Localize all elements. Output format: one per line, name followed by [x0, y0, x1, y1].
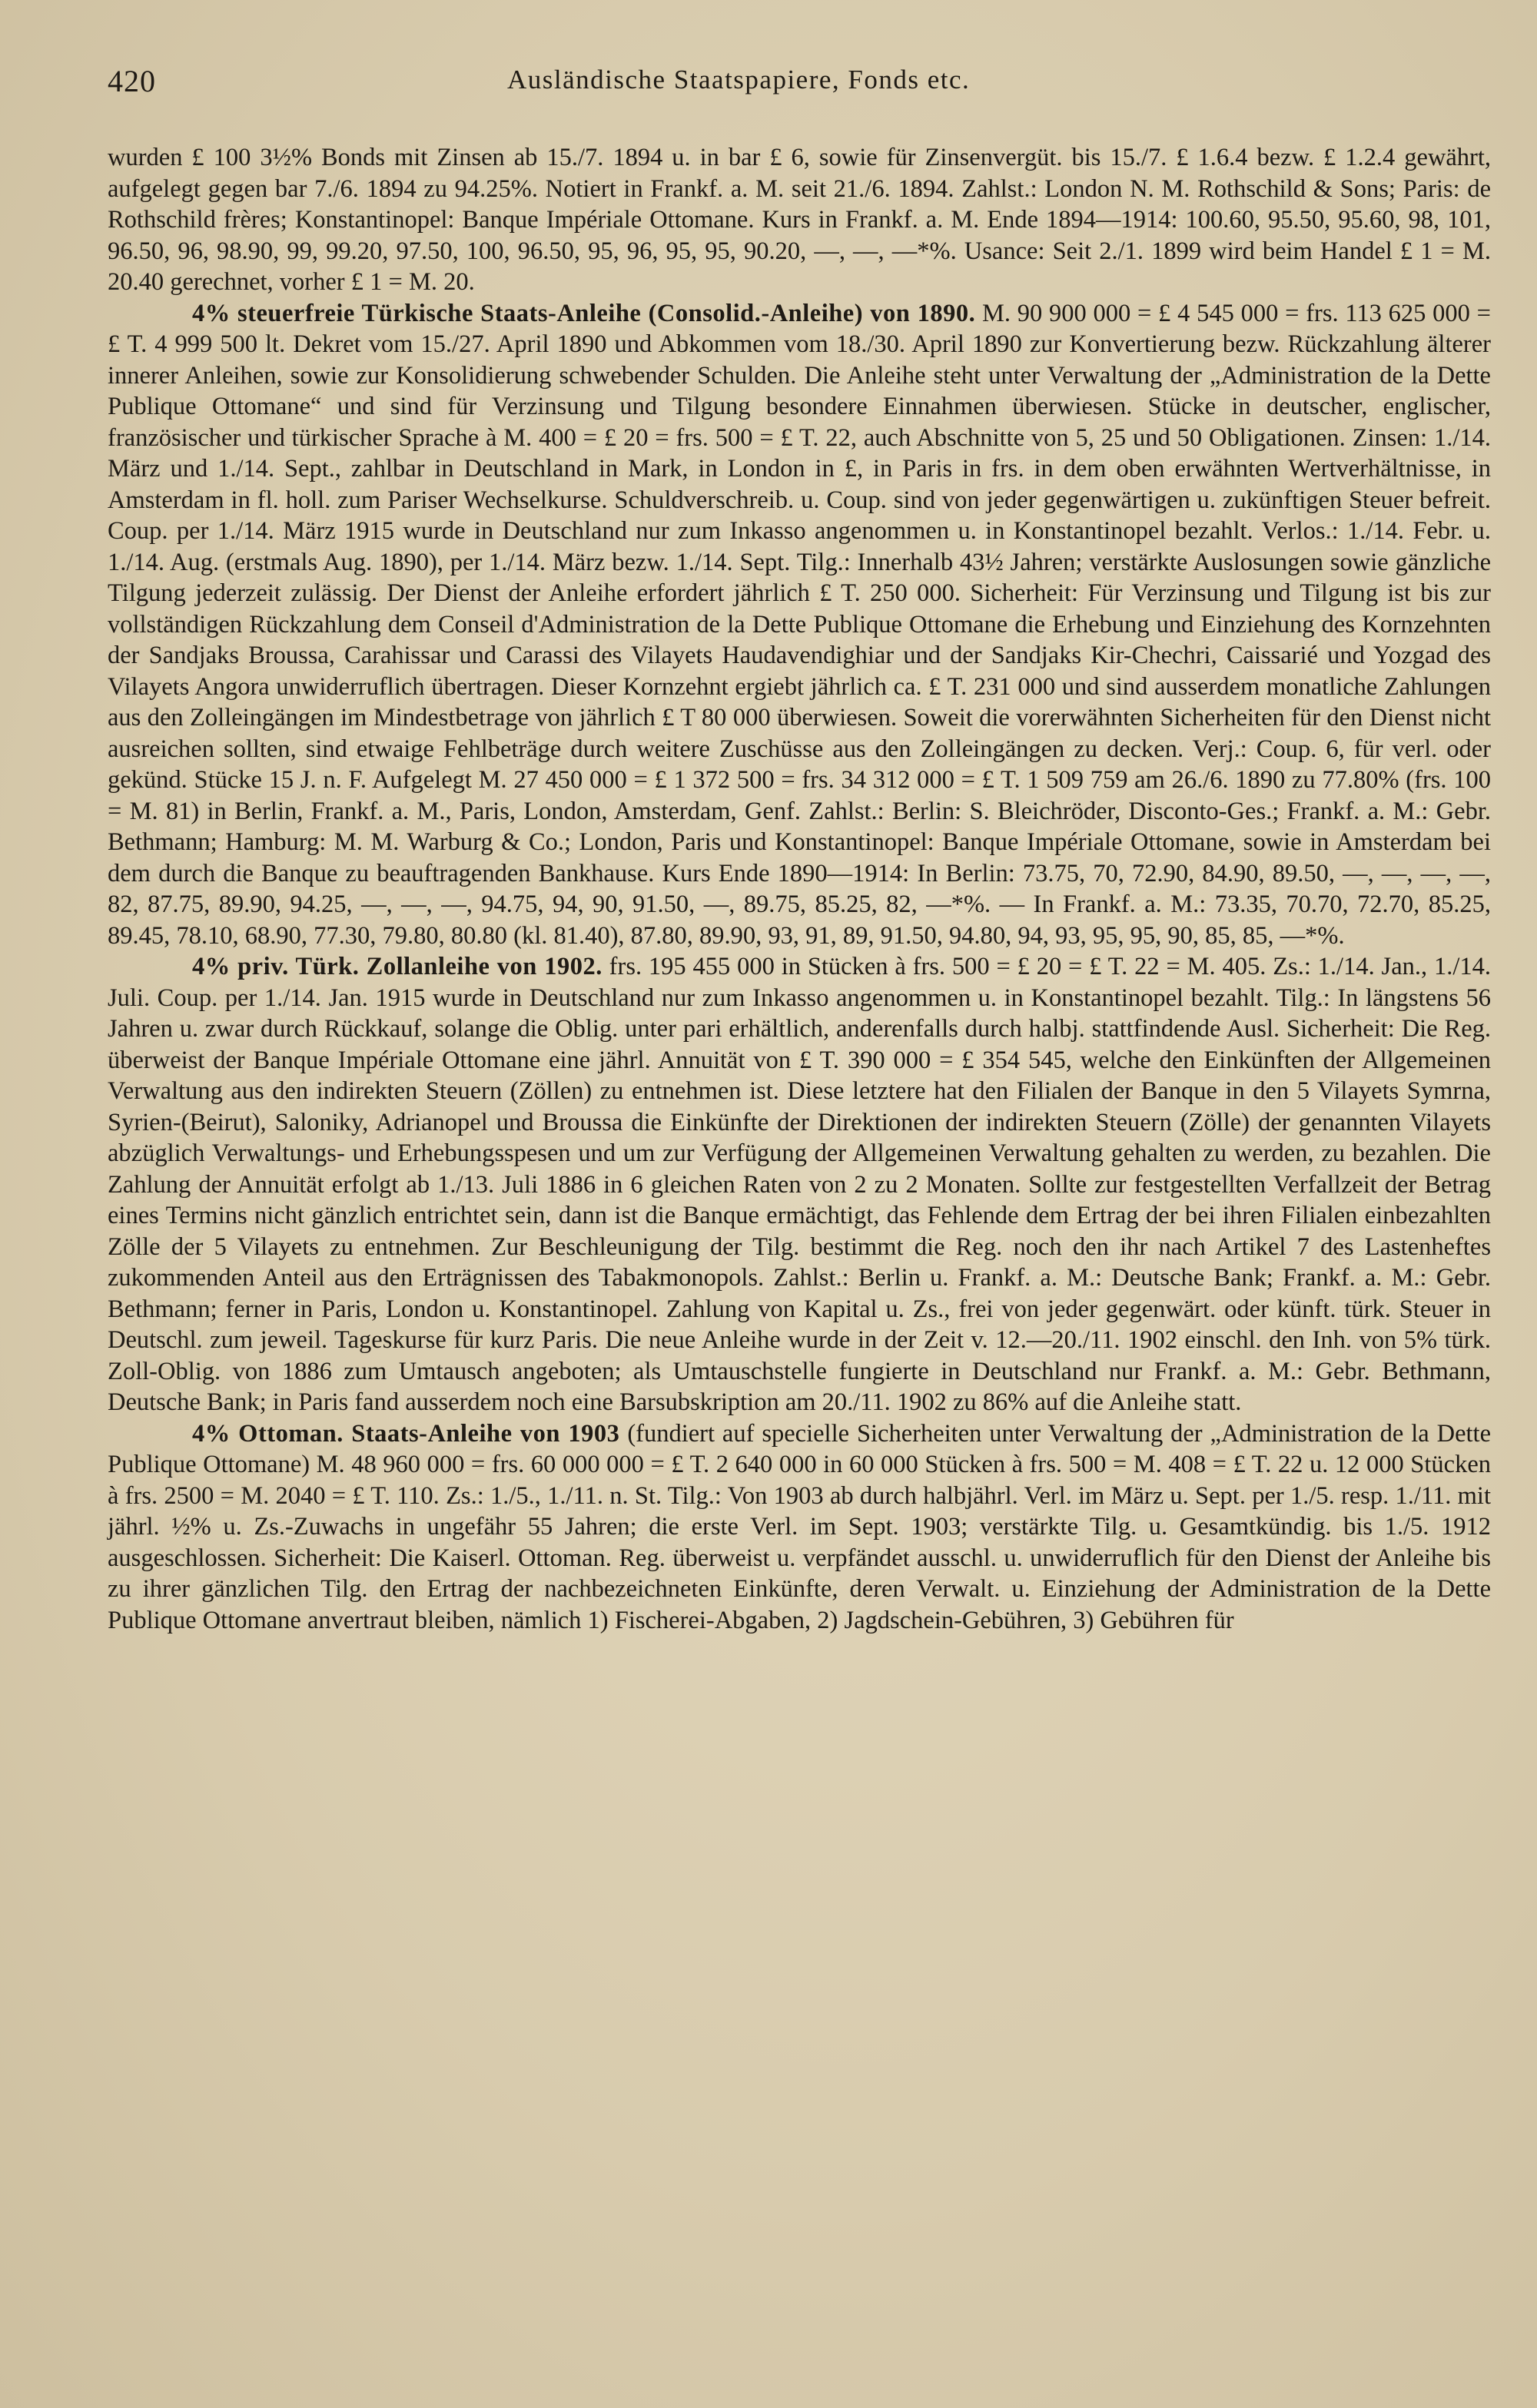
body-text — [108, 142, 1491, 1636]
paragraph-loan-1903 — [108, 1418, 1491, 1637]
paragraph-text: (fundiert auf specielle Sicherheiten unter Verwaltung der „Administration de la Dette Publique Ottomane) M. 48 960 000 = frs. 60 000 000 = £ T. 2 640 000 in 60 000 Stücken à frs. 500 = M. 408 = £ T. 22 u. 12 000 Stücken à frs. 2500 = M. 2040 = £ T. 110. Zs.: 1./5., 1./11. n. St. Tilg.: Von 1903 ab durch halbjährl. Verl. im März u. Sept. per 1./5. resp. 1./11. mit jährl. ½% u. Zs.-Zuwachs in ungefähr 55 Jahren; die erste Verl. im Sept. 1903; verstärkte Tilg. u. Gesamtkündig. bis 1./5. 1912 ausgeschlossen. Sicherheit: Die Kaiserl. Ottoman. Reg. überweist u. verpfändet ausschl. u. unwiderruflich für den Dienst der Anleihe bis zu ihrer gänzlichen Tilg. den Ertrag der nachbezeichneten Einkünfte, deren Verwalt. u. Einziehung der Administration de la Dette Publique Ottomane anvertraut bleiben, nämlich 1) Fischerei-Abgaben, 2) Jagdschein-Gebühren, 3) Gebühren für — [108, 1419, 1492, 1634]
paragraph-heading: 4% steuerfreie Türkische Staats-Anleihe (Consolid.-Anleihe) von 1890. — [192, 299, 976, 327]
paragraph-text: frs. 195 455 000 in Stücken à frs. 500 = £ 20 = £ T. 22 = M. 405. Zs.: 1./14. Jan., 1./14. Juli. Coup. per 1./14. Jan. 1915 wurde in Deutschland nur zum Inkasso angenommen u. in Konstantinopel bezahlt. Tilg.: In längstens 56 Jahren u. zwar durch Rückkauf, solange die Oblig. unter pari erhältlich, anderenfalls durch halbj. stattfindende Ausl. Sicherheit: Die Reg. überweist der Banque Impériale Ottomane eine jährl. Annuität von £ T. 390 000 = £ 354 545, welche den Einkünften der Allgemeinen Verwaltung aus den indirekten Steuern (Zöllen) zu entnehmen ist. Diese letztere hat den Filialen der Banque in den 5 Vilayets Symrna, Syrien-(Beirut), Saloniky, Adrianopel und Broussa die Einkünfte der Direktionen der indirekten Steuern (Zölle) der genannten Vilayets abzüglich Verwaltungs- und Erhebungsspesen und um zur Verfügung der Allgemeinen Verwaltung gehalten zu werden, zu bezahlen. Die Zahlung der Annuität erfolgt ab 1./13. Juli 1886 in 6 gleichen Raten von 2 zu 2 Monaten. Sollte zur festgestellten Verfallzeit der Betrag eines Termins nicht gänzlich entrichtet sein, dann ist die Banque ermächtigt, das Fehlende dem Ertrag der bei ihren Filialen einbezahlten Zölle der 5 Vilayets zu entnehmen. Zur Beschleunigung der Tilg. bestimmt die Reg. noch den ihr nach Artikel 7 des Lastenheftes zukommenden Anteil aus den Erträgnissen des Tabakmonopols. Zahlst.: Berlin u. Frankf. a. M.: Deutsche Bank; Frankf. a. M.: Gebr. Bethmann; ferner in Paris, London u. Konstantinopel. Zahlung von Kapital u. Zs., frei von jeder gegenwärt. oder künft. türk. Steuer in Deutschl. zum jeweil. Tageskurse für kurz Paris. Die neue Anleihe wurde in der Zeit v. 12.—20./11. 1902 einschl. den Inh. von 5% türk. Zoll-Oblig. von 1886 zum Umtausch angeboten; als Umtauschstelle fungierte in Deutschland nur Frankf. a. M.: Gebr. Bethmann, Deutsche Bank; in Paris fand ausserdem noch eine Barsubskription am 20./11. 1902 zu 86% auf die Anleihe statt. — [108, 953, 1491, 1416]
paragraph-text: M. 90 900 000 = £ 4 545 000 = frs. 113 625 000 = £ T. 4 999 500 lt. Dekret vom 15./27. April 1890 und Abkommen vom 18./30. April 1890 zur Konvertierung bezw. Rückzahlung älterer innerer Anleihen, sowie zur Konsolidierung schwebender Schulden. Die Anleihe steht unter Verwaltung der „Administration de la Dette Publique Ottomane“ und sind für Verzinsung und Tilgung besondere Einnahmen überwiesen. Stücke in deutscher, englischer, französischer und türkischer Sprache à M. 400 = £ 20 = frs. 500 = £ T. 22, auch Abschnitte von 5, 25 und 50 Obligationen. Zinsen: 1./14. März und 1./14. Sept., zahlbar in Deutschland in Mark, in London in £, in Paris in frs. in dem oben erwähnten Wertverhältnisse, in Amsterdam in fl. holl. zum Pariser Wechselkurse. Schuldverschreib. u. Coup. sind von jeder gegenwärtigen u. zukünftigen Steuer befreit. Coup. per 1./14. März 1915 wurde in Deutschland nur zum Inkasso angenommen u. in Konstantinopel bezahlt. Verlos.: 1./14. Febr. u. 1./14. Aug. (erstmals Aug. 1890), per 1./14. März bezw. 1./14. Sept. Tilg.: Innerhalb 43½ Jahren; verstärkte Auslosungen sowie gänzliche Tilgung jederzeit zulässig. Der Dienst der Anleihe erfordert jährlich £ T. 250 000. Sicherheit: Für Verzinsung und Tilgung ist bis zur vollständigen Rückzahlung dem Conseil d'Administration de la Dette Publique Ottomane die Erhebung und Einziehung des Kornzehnten der Sandjaks Broussa, Carahissar und Carassi des Vilayets Haudavendighiar und der Sandjaks Kir-Chechri, Caissarié und Yozgad des Vilayets Angora unwiderruflich übertragen. Dieser Kornzehnt ergiebt jährlich ca. £ T. 231 000 und sind ausserdem monatliche Zahlungen aus den Zolleingängen im Mindestbetrage von jährlich £ T 80 000 überwiesen. Soweit die vorerwähnten Sicherheiten für den Dienst nicht ausreichen sollten, sind etwaige Fehlbeträge durch weitere Zuschüsse aus den Zolleingängen zu decken. Verj.: Coup. 6, für verl. oder gekünd. Stücke 15 J. n. F. Aufgelegt M. 27 450 000 = £ 1 372 500 = frs. 34 312 000 = £ T. 1 509 759 am 26./6. 1890 zu 77.80% (frs. 100 = M. 81) in Berlin, Frankf. a. M., Paris, London, Amsterdam, Genf. Zahlst.: Berlin: S. Bleichröder, Disconto-Ges.; Frankf. a. M.: Gebr. Bethmann; Hamburg: M. M. Warburg & Co.; London, Paris und Konstantinopel: Banque Impériale Ottomane, sowie in Amsterdam bei dem durch die Banque zu beauftragenden Bankhause. Kurs Ende 1890—1914: In Berlin: 73.75, 70, 72.90, 84.90, 89.50, —, —, —, —, 82, 87.75, 89.90, 94.25, —, —, —, 94.75, 94, 90, 91.50, —, 89.75, 85.25, 82, —*%. — In Frankf. a. M.: 73.35, 70.70, 72.70, 85.25, 89.45, 78.10, 68.90, 77.30, 79.80, 80.80 (kl. 81.40), 87.80, 89.90, 93, 91, 89, 91.50, 94.80, 94, 93, 95, 95, 90, 85, 85, —*%. — [108, 299, 1491, 950]
paragraph-heading: 4% priv. Türk. Zollanleihe von 1902. — [192, 953, 603, 980]
page-number: 420 — [108, 64, 156, 98]
paragraph-loan-1890 — [108, 298, 1491, 952]
paragraph-heading: 4% Ottoman. Staats-Anleihe von 1903 — [192, 1419, 620, 1448]
page-header — [108, 63, 1460, 109]
running-title: Ausländische Staatspapiere, Fonds etc. — [507, 65, 971, 95]
paragraph-loan-1902 — [108, 951, 1491, 1418]
paragraph-text: wurden £ 100 3½% Bonds mit Zinsen ab 15./7. 1894 u. in bar £ 6, sowie für Zinsenvergüt. bis 15./7. £ 1.6.4 bezw. £ 1.2.4 gewährt, aufgelegt gegen bar 7./6. 1894 zu 94.25%. Notiert in Frankf. a. M. seit 21./6. 1894. Zahlst.: London N. M. Rothschild & Sons; Paris: de Rothschild frères; Konstantinopel: Banque Impériale Ottomane. Kurs in Frankf. a. M. Ende 1894—1914: 100.60, 95.50, 95.60, 98, 101, 96.50, 96, 98.90, 99, 99.20, 97.50, 100, 96.50, 95, 96, 95, 95, 90.20, —, —, —*%. Usance: Seit 2./1. 1899 wird beim Handel £ 1 = M. 20.40 gerechnet, vorher £ 1 = M. 20. — [108, 144, 1491, 296]
paragraph-intro — [108, 142, 1491, 298]
